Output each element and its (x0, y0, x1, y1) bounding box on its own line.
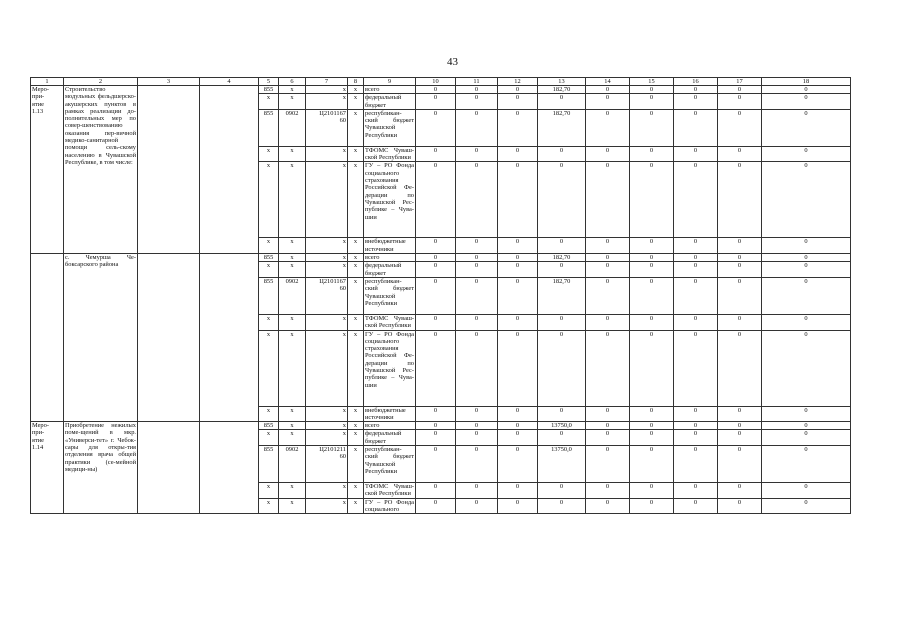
target-article-cell: x (306, 314, 348, 330)
grbs-code-cell: 855 (259, 254, 279, 262)
funding-table (30, 77, 851, 514)
responsible-cell (138, 422, 200, 514)
grbs-code-cell: x (259, 430, 279, 446)
target-article-cell: Ц2101211 60 (306, 446, 348, 483)
target-article-cell: x (306, 498, 348, 514)
amount-cell: 13750,0 (538, 446, 586, 483)
column-number-header: 12 (498, 78, 538, 86)
amount-cell: 0 (762, 94, 851, 110)
grbs-code-cell: x (259, 314, 279, 330)
amount-cell: 0 (718, 262, 762, 278)
amount-cell: 0 (416, 277, 456, 314)
funding-source-cell: федеральный бюджет (364, 94, 416, 110)
target-article-cell: x (306, 94, 348, 110)
funding-source-cell: федеральный бюджет (364, 262, 416, 278)
amount-cell: 0 (630, 277, 674, 314)
amount-cell: 0 (538, 330, 586, 406)
amount-cell: 0 (586, 406, 630, 422)
target-article-cell: x (306, 422, 348, 430)
amount-cell: 0 (674, 330, 718, 406)
activity-code-cell: Меро- при- ятие 1.14 (31, 422, 64, 514)
funding-source-cell: всего (364, 422, 416, 430)
expense-type-cell: x (348, 94, 364, 110)
amount-cell: 0 (630, 262, 674, 278)
funding-source-cell: республикан-ский бюджет Чувашской Республики (364, 277, 416, 314)
amount-cell: 0 (456, 483, 498, 499)
amount-cell: 0 (538, 238, 586, 254)
amount-cell: 0 (538, 146, 586, 162)
amount-cell: 0 (456, 262, 498, 278)
amount-cell: 0 (416, 430, 456, 446)
amount-cell: 0 (416, 254, 456, 262)
amount-cell: 0 (456, 406, 498, 422)
amount-cell: 0 (416, 483, 456, 499)
section-code-cell: x (279, 330, 306, 406)
section-code-cell: x (279, 422, 306, 430)
amount-cell: 0 (498, 254, 538, 262)
amount-cell: 0 (456, 254, 498, 262)
column-number-header: 8 (348, 78, 364, 86)
amount-cell: 0 (674, 446, 718, 483)
amount-cell: 0 (498, 498, 538, 514)
responsible-cell (138, 86, 200, 254)
amount-cell: 0 (416, 498, 456, 514)
amount-cell: 0 (586, 430, 630, 446)
amount-cell: 0 (586, 162, 630, 238)
column-number-header: 18 (762, 78, 851, 86)
amount-cell: 0 (762, 86, 851, 94)
amount-cell: 0 (456, 162, 498, 238)
amount-cell: 0 (586, 483, 630, 499)
amount-cell: 0 (586, 146, 630, 162)
expense-type-cell: x (348, 109, 364, 146)
amount-cell: 0 (456, 109, 498, 146)
amount-cell: 0 (718, 498, 762, 514)
section-code-cell: x (279, 86, 306, 94)
amount-cell: 0 (718, 446, 762, 483)
section-code-cell: x (279, 430, 306, 446)
participants-cell (200, 86, 259, 254)
amount-cell: 0 (718, 109, 762, 146)
amount-cell: 0 (456, 94, 498, 110)
activity-name-cell: Приобретение нежилых поме-щений в мкр. «Универси-тет» г. Чебок-сары для откры-тия отделения врача общей практики (се-мейной медици-ны) (64, 422, 138, 514)
participants-cell (200, 254, 259, 422)
funding-source-cell: республикан-ский бюджет Чувашской Республики (364, 109, 416, 146)
amount-cell: 0 (416, 238, 456, 254)
amount-cell: 0 (586, 277, 630, 314)
column-number-header: 1 (31, 78, 64, 86)
amount-cell: 0 (456, 86, 498, 94)
amount-cell: 0 (586, 498, 630, 514)
amount-cell: 0 (762, 262, 851, 278)
amount-cell: 0 (630, 406, 674, 422)
amount-cell: 0 (630, 314, 674, 330)
amount-cell: 0 (674, 146, 718, 162)
table-row (31, 86, 851, 94)
amount-cell: 0 (674, 422, 718, 430)
amount-cell: 0 (762, 330, 851, 406)
amount-cell: 0 (538, 498, 586, 514)
amount-cell: 0 (456, 238, 498, 254)
amount-cell: 0 (718, 314, 762, 330)
column-number-header: 7 (306, 78, 348, 86)
amount-cell: 0 (586, 94, 630, 110)
amount-cell: 0 (630, 94, 674, 110)
amount-cell: 0 (498, 483, 538, 499)
target-article-cell: Ц2101167 60 (306, 277, 348, 314)
amount-cell: 0 (498, 262, 538, 278)
amount-cell: 0 (762, 483, 851, 499)
expense-type-cell: x (348, 238, 364, 254)
amount-cell: 0 (762, 109, 851, 146)
target-article-cell: x (306, 483, 348, 499)
amount-cell: 0 (674, 262, 718, 278)
amount-cell: 13750,0 (538, 422, 586, 430)
column-number-row (31, 78, 851, 86)
responsible-cell (138, 254, 200, 422)
amount-cell: 0 (416, 330, 456, 406)
section-code-cell: x (279, 162, 306, 238)
section-code-cell: x (279, 406, 306, 422)
section-code-cell: x (279, 254, 306, 262)
amount-cell: 0 (762, 406, 851, 422)
amount-cell: 0 (718, 422, 762, 430)
amount-cell: 0 (498, 430, 538, 446)
amount-cell: 0 (498, 406, 538, 422)
amount-cell: 0 (586, 422, 630, 430)
funding-source-cell: внебюджетные источники (364, 406, 416, 422)
grbs-code-cell: 855 (259, 109, 279, 146)
amount-cell: 0 (762, 238, 851, 254)
expense-type-cell: x (348, 262, 364, 278)
expense-type-cell: x (348, 146, 364, 162)
section-code-cell: x (279, 314, 306, 330)
column-number-header: 17 (718, 78, 762, 86)
column-number-header: 10 (416, 78, 456, 86)
amount-cell: 0 (762, 146, 851, 162)
amount-cell: 0 (718, 254, 762, 262)
expense-type-cell: x (348, 314, 364, 330)
grbs-code-cell: x (259, 483, 279, 499)
amount-cell: 0 (674, 406, 718, 422)
target-article-cell: Ц2101167 60 (306, 109, 348, 146)
expense-type-cell: x (348, 483, 364, 499)
amount-cell: 0 (416, 446, 456, 483)
amount-cell: 0 (630, 498, 674, 514)
amount-cell: 0 (762, 446, 851, 483)
section-code-cell: x (279, 498, 306, 514)
amount-cell: 0 (538, 406, 586, 422)
participants-cell (200, 422, 259, 514)
expense-type-cell: x (348, 422, 364, 430)
grbs-code-cell: x (259, 406, 279, 422)
amount-cell: 0 (416, 162, 456, 238)
column-number-header: 16 (674, 78, 718, 86)
amount-cell: 0 (674, 277, 718, 314)
amount-cell: 0 (456, 498, 498, 514)
amount-cell: 0 (630, 86, 674, 94)
target-article-cell: x (306, 330, 348, 406)
amount-cell: 0 (630, 254, 674, 262)
column-number-header: 15 (630, 78, 674, 86)
target-article-cell: x (306, 262, 348, 278)
section-code-cell: 0902 (279, 277, 306, 314)
amount-cell: 182,70 (538, 109, 586, 146)
amount-cell: 0 (586, 254, 630, 262)
amount-cell: 0 (538, 262, 586, 278)
section-code-cell: 0902 (279, 109, 306, 146)
amount-cell: 0 (416, 406, 456, 422)
amount-cell: 0 (762, 162, 851, 238)
expense-type-cell: x (348, 162, 364, 238)
amount-cell: 0 (498, 162, 538, 238)
amount-cell: 0 (586, 446, 630, 483)
activity-code-cell: Меро- при- ятие 1.13 (31, 86, 64, 254)
target-article-cell: x (306, 406, 348, 422)
grbs-code-cell: x (259, 238, 279, 254)
funding-source-cell: республикан-ский бюджет Чувашской Республики (364, 446, 416, 483)
activity-code-cell (31, 254, 64, 422)
target-article-cell: x (306, 162, 348, 238)
amount-cell: 0 (718, 406, 762, 422)
amount-cell: 0 (718, 330, 762, 406)
amount-cell: 0 (762, 498, 851, 514)
table-row (31, 254, 851, 262)
amount-cell: 0 (538, 483, 586, 499)
target-article-cell: x (306, 238, 348, 254)
grbs-code-cell: x (259, 330, 279, 406)
amount-cell: 0 (498, 146, 538, 162)
funding-source-cell: федеральный бюджет (364, 430, 416, 446)
amount-cell: 0 (498, 109, 538, 146)
section-code-cell: x (279, 146, 306, 162)
table-row (31, 422, 851, 430)
amount-cell: 0 (630, 483, 674, 499)
expense-type-cell: x (348, 430, 364, 446)
amount-cell: 0 (674, 238, 718, 254)
amount-cell: 0 (718, 94, 762, 110)
target-article-cell: x (306, 146, 348, 162)
funding-source-cell: всего (364, 254, 416, 262)
expense-type-cell: x (348, 254, 364, 262)
grbs-code-cell: 855 (259, 446, 279, 483)
amount-cell: 0 (674, 162, 718, 238)
amount-cell: 0 (674, 254, 718, 262)
target-article-cell: x (306, 254, 348, 262)
amount-cell: 0 (538, 94, 586, 110)
amount-cell: 182,70 (538, 86, 586, 94)
amount-cell: 0 (586, 314, 630, 330)
amount-cell: 0 (630, 330, 674, 406)
amount-cell: 0 (498, 277, 538, 314)
activity-name-cell: Строительство модульных фельдшерско-акушерских пунктов в рамках реализации до-полнительных мер по совер-шенствованию оказания пер-вичной медико-санитарной помощи сель-скому населению в Чувашской Республике, в том числе: (64, 86, 138, 254)
amount-cell: 0 (586, 330, 630, 406)
grbs-code-cell: x (259, 162, 279, 238)
amount-cell: 0 (762, 430, 851, 446)
target-article-cell: x (306, 86, 348, 94)
column-number-header: 11 (456, 78, 498, 86)
amount-cell: 0 (630, 446, 674, 483)
column-number-header: 9 (364, 78, 416, 86)
grbs-code-cell: x (259, 146, 279, 162)
amount-cell: 0 (674, 498, 718, 514)
amount-cell: 0 (630, 109, 674, 146)
amount-cell: 0 (456, 446, 498, 483)
amount-cell: 0 (498, 330, 538, 406)
amount-cell: 0 (456, 314, 498, 330)
expense-type-cell: x (348, 406, 364, 422)
amount-cell: 0 (498, 446, 538, 483)
section-code-cell: x (279, 483, 306, 499)
funding-source-cell: ГУ – РО Фонда социального страхования Российской Фе-дерации по Чувашской Рес-публике – Чува-шии (364, 330, 416, 406)
amount-cell: 182,70 (538, 277, 586, 314)
amount-cell: 0 (630, 238, 674, 254)
amount-cell: 0 (674, 430, 718, 446)
amount-cell: 0 (538, 430, 586, 446)
grbs-code-cell: x (259, 498, 279, 514)
column-number-header: 2 (64, 78, 138, 86)
funding-source-cell: ТФОМС Чуваш-ской Республики (365, 314, 414, 330)
column-number-header: 5 (259, 78, 279, 86)
section-code-cell: 0902 (279, 446, 306, 483)
activity-name-cell: с. Чемурша Че-боксарского района (64, 254, 138, 422)
column-number-header: 13 (538, 78, 586, 86)
amount-cell: 0 (718, 277, 762, 314)
amount-cell: 0 (586, 86, 630, 94)
grbs-code-cell: 855 (259, 86, 279, 94)
amount-cell: 0 (762, 277, 851, 314)
funding-source-cell: внебюджетные источники (364, 238, 416, 254)
expense-type-cell: x (348, 446, 364, 483)
amount-cell: 0 (674, 483, 718, 499)
grbs-code-cell: 855 (259, 422, 279, 430)
target-article-cell: x (306, 430, 348, 446)
funding-source-cell: ТФОМС Чуваш-ской Республики (365, 146, 414, 162)
amount-cell: 0 (538, 314, 586, 330)
section-code-cell: x (279, 238, 306, 254)
amount-cell: 0 (498, 94, 538, 110)
column-number-header: 4 (200, 78, 259, 86)
amount-cell: 0 (630, 430, 674, 446)
amount-cell: 0 (630, 422, 674, 430)
amount-cell: 0 (416, 94, 456, 110)
amount-cell: 0 (456, 330, 498, 406)
amount-cell: 0 (718, 162, 762, 238)
column-number-header: 6 (279, 78, 306, 86)
amount-cell: 0 (762, 314, 851, 330)
amount-cell: 0 (762, 422, 851, 430)
expense-type-cell: x (348, 86, 364, 94)
amount-cell: 0 (416, 109, 456, 146)
grbs-code-cell: 855 (259, 277, 279, 314)
amount-cell: 0 (498, 314, 538, 330)
column-number-header: 3 (138, 78, 200, 86)
funding-source-cell: ГУ – РО Фонда социального (365, 498, 414, 513)
expense-type-cell: x (348, 277, 364, 314)
amount-cell: 0 (630, 146, 674, 162)
amount-cell: 0 (674, 314, 718, 330)
expense-type-cell: x (348, 498, 364, 514)
amount-cell: 0 (456, 422, 498, 430)
amount-cell: 0 (498, 86, 538, 94)
amount-cell: 0 (674, 109, 718, 146)
amount-cell: 0 (416, 314, 456, 330)
amount-cell: 0 (762, 254, 851, 262)
amount-cell: 0 (416, 86, 456, 94)
column-number-header: 14 (586, 78, 630, 86)
amount-cell: 0 (586, 262, 630, 278)
amount-cell: 182,70 (538, 254, 586, 262)
grbs-code-cell: x (259, 262, 279, 278)
funding-source-cell: ТФОМС Чуваш-ской Республики (365, 483, 414, 498)
amount-cell: 0 (718, 483, 762, 499)
grbs-code-cell: x (259, 94, 279, 110)
section-code-cell: x (279, 262, 306, 278)
amount-cell: 0 (718, 86, 762, 94)
amount-cell: 0 (456, 277, 498, 314)
amount-cell: 0 (586, 109, 630, 146)
amount-cell: 0 (498, 422, 538, 430)
amount-cell: 0 (538, 162, 586, 238)
amount-cell: 0 (718, 146, 762, 162)
funding-source-cell: ГУ – РО Фонда социального страхования Российской Фе-дерации по Чувашской Рес-публике – Чува-шии (364, 162, 416, 238)
amount-cell: 0 (718, 430, 762, 446)
amount-cell: 0 (630, 162, 674, 238)
amount-cell: 0 (674, 86, 718, 94)
funding-source-cell: всего (364, 86, 416, 94)
amount-cell: 0 (416, 146, 456, 162)
amount-cell: 0 (456, 430, 498, 446)
amount-cell: 0 (674, 94, 718, 110)
amount-cell: 0 (416, 262, 456, 278)
amount-cell: 0 (416, 422, 456, 430)
amount-cell: 0 (718, 238, 762, 254)
amount-cell: 0 (586, 238, 630, 254)
expense-type-cell: x (348, 330, 364, 406)
amount-cell: 0 (456, 146, 498, 162)
section-code-cell: x (279, 94, 306, 110)
page-number: 43 (447, 56, 458, 68)
amount-cell: 0 (498, 238, 538, 254)
